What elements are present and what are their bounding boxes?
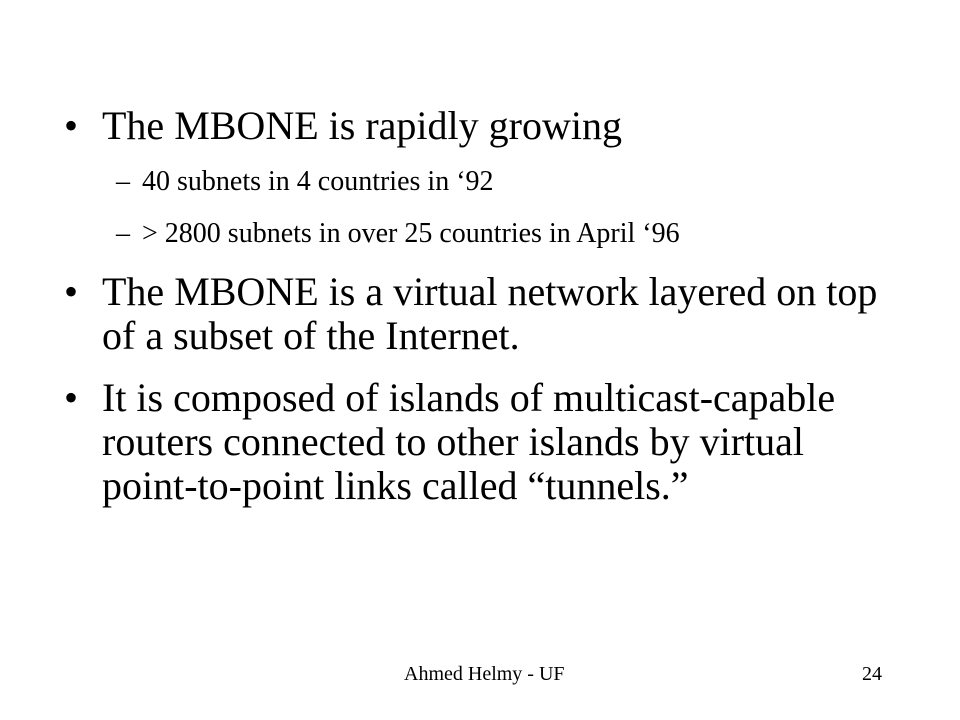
bullet-marker: • — [64, 269, 79, 314]
sub-bullet-marker: – — [116, 218, 130, 249]
sub-bullet-list — [64, 166, 904, 250]
sub-bullet-text: > 2800 subnets in over 25 countries in April ‘96 — [142, 218, 680, 249]
bullet-text: It is composed of islands of multicast-capable routers connected to other islands by virtual point-to-point links called “tunnels.” — [102, 375, 836, 508]
sub-bullet-item-1 — [116, 166, 904, 198]
page-number: 24 — [862, 663, 882, 685]
bullet-item-1 — [64, 104, 904, 148]
bullet-item-3 — [64, 376, 904, 508]
sub-bullet-marker: – — [116, 166, 130, 197]
bullet-text: The MBONE is rapidly growing — [102, 103, 622, 148]
bullet-marker: • — [64, 375, 79, 420]
bullet-item-2 — [64, 270, 904, 358]
footer-author: Ahmed Helmy - UF — [404, 663, 565, 685]
bullet-text: The MBONE is a virtual network layered on top of a subset of the Internet. — [102, 269, 878, 358]
sub-bullet-text: 40 subnets in 4 countries in ‘92 — [142, 166, 494, 197]
sub-bullet-item-2 — [116, 218, 904, 250]
slide-content — [64, 104, 904, 526]
bullet-marker: • — [64, 103, 79, 148]
